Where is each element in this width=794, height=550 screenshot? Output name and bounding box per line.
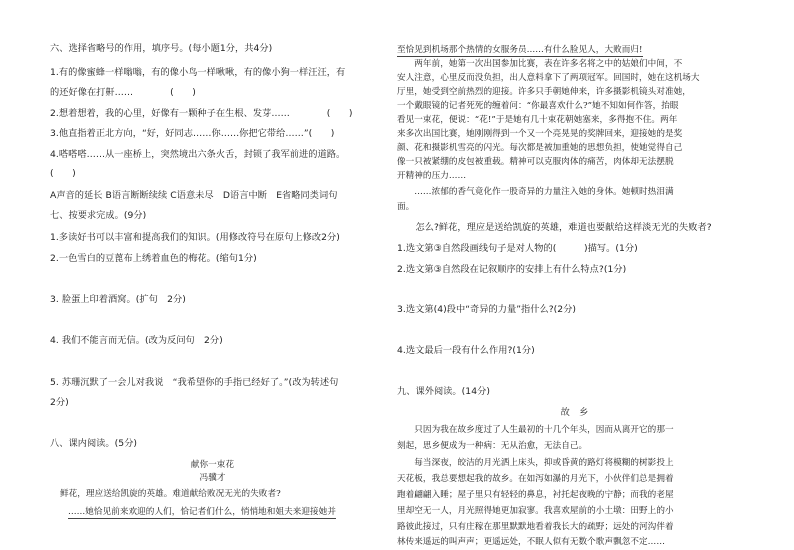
section-6-title: 六、选择省略号的作用，填序号。(每小题1分，共4分) — [50, 43, 273, 54]
sec6-question-1-line1: 1.有的像蜜蜂一样嗡嗡，有的像小鸟一样啾啾，有的像小狗一样汪汪，有 — [50, 67, 346, 78]
sec9-line-4: 天花板，我总要想起我的故乡。在如泻如瀑的月光下，小伙伴们总是拥着 — [397, 474, 674, 484]
passage-line-3: 安人注意，心里反而没负担，出人意料拿下了两项冠军。回国时，她在这机场大 — [397, 73, 700, 83]
passage-line-11: ……浓郁的香气竟化作一股奇异的力量注入她的身体。她顿时热泪满 — [397, 187, 674, 197]
reading-question-1: 1.选文第③自然段画线句子是对人物的( )描写。(1分) — [397, 243, 638, 254]
sec8-author: 冯骥才 — [199, 473, 226, 483]
passage-line-4: 厅里，她受到空前热烈的迎接。许多只手朝她伸来，许多摄影机镜头对准她， — [397, 87, 691, 97]
sec6-question-3: 3.他直指着正北方向，“好，好同志……你……你把它带给……”( ) — [50, 128, 335, 139]
sec6-question-4-line1: 4.嗒嗒嗒……从一座桥上，突然境出六条火舌，封锁了我军前进的道路。 — [50, 149, 346, 160]
sec7-question-1: 1.多读好书可以丰富和提高我们的知识。(用修改符号在原句上修改2分) — [50, 232, 340, 243]
sec9-article-title: 故 乡 — [560, 407, 589, 418]
sec7-question-5-line2: 2分) — [50, 397, 69, 408]
reading-question-3: 3.选文第(4)段中“奇异的力量”指什么?(2分) — [397, 304, 577, 315]
passage-line-5: 一个戴眼镜的记者死死的缠着问：“你最喜欢什么?”她不知如何作答，抬眼 — [397, 101, 679, 111]
passage-line-8: 颜、花和摄影机雪亮的闪光。每次都是被加重她的思想负担，使她觉得自己 — [397, 143, 683, 153]
sec8-article-title: 献你一束花 — [190, 460, 235, 470]
sec8-passage-line2-underlined: ……她恰见前来欢迎的人们，恰记者们什么，悄悄地和姐夫来迎接她并 — [68, 507, 336, 517]
passage-question: 怎么?鲜花，理应是送给凯旋的英雄，难道也要献给这样淡无光的失败者? — [397, 222, 712, 233]
sec6-question-1-line2: 的还好像在打鼾…… ( ) — [50, 87, 196, 98]
section-8-title: 八、课内阅读。(5分) — [50, 438, 138, 449]
sec9-line-8: 林传来遥远的叫声声；更遥远处，不眠人似有无数个歌声飘忽不定…… — [397, 537, 665, 547]
sec7-question-2: 2.一色雪白的豆蓖布上绣着血色的梅花。(缩句1分) — [50, 253, 257, 264]
sec7-question-5-line1: 5. 苏珊沉默了一会儿对我说 “我希望你的手指已经好了。”(改为转述句 — [50, 377, 339, 388]
passage-line-9: 像一只被紧绷的皮包被重载。精神可以克服肉体的痛苦，肉体却无法摆脱 — [397, 157, 674, 167]
sec9-line-1: 只因为我在故乡度过了人生最初的十几个年头，因而从离开它的那一 — [397, 425, 674, 435]
sec7-question-3: 3. 脸蛋上印着酒窝。(扩句 2分) — [50, 294, 186, 305]
sec6-options: A声音的延长 B语言断断续续 C语意未尽 D语言中断 E省略同类词句 — [50, 190, 338, 201]
reading-question-2: 2.选文第③自然段在记叙顺序的安排上有什么特点?(1分) — [397, 264, 627, 275]
passage-line-7: 来多次出国比赛，她刚刚得到一个又一个亮晃晃的奖牌回来，迎接她的是奖 — [397, 129, 683, 139]
sec6-question-4-line2: ( ) — [50, 168, 76, 179]
sec9-line-7: 路彼此接过，只有庄稼在那里默默地看着我长大的疏野；远处的河沟伴着 — [397, 522, 674, 532]
passage-line-1-underlined: 至恰见到机场那个热情的女服务员……有什么脸见人，大败而归! — [397, 45, 643, 55]
section-7-title: 七、按要求完成。(9分) — [50, 210, 147, 221]
sec9-line-6: 里却空无一人，月光照得她更加寂寥。我喜欢屋前的小土墩：田野上的小 — [397, 506, 674, 516]
sec9-line-2: 刻起，思乡便成为一种病：无从治愈，无法自己。 — [397, 441, 588, 451]
reading-question-4: 4.选文最后一段有什么作用?(1分) — [397, 345, 535, 356]
sec7-question-4: 4. 我们不能言而无信。(改为反问句 2分) — [50, 335, 223, 346]
section-9-title: 九、课外阅读。(14分) — [397, 386, 490, 397]
sec9-line-3: 每当深夜，皎洁的月光洒上床头，抑或昏黄的路灯将模糊的树影投上 — [397, 458, 674, 468]
sec6-question-2: 2.想着想着，我的心里，好像有一颗种子在生根、发芽…… ( ) — [50, 108, 353, 119]
sec9-line-5: 跑着翩翩入睡；屋子里只有轻轻的鼻息，衬托起夜晚的宁静；而我的老屋 — [397, 490, 674, 500]
passage-line-6: 看见一束花，便说：“花!”于是她有几十束花朝她塞来，多得抱不住。两年 — [397, 115, 678, 125]
sec8-passage-line1: 鲜花，理应送给凯旋的英雄。难道献给败况无光的失败者? — [60, 489, 281, 499]
passage-line-10: 开精神的压力…… — [397, 171, 467, 181]
passage-line-12: 面。 — [397, 202, 415, 212]
passage-line-2: 两年前，她第一次出国参加比赛，表在许多名将之中的姑娘们中间，不 — [397, 59, 683, 69]
